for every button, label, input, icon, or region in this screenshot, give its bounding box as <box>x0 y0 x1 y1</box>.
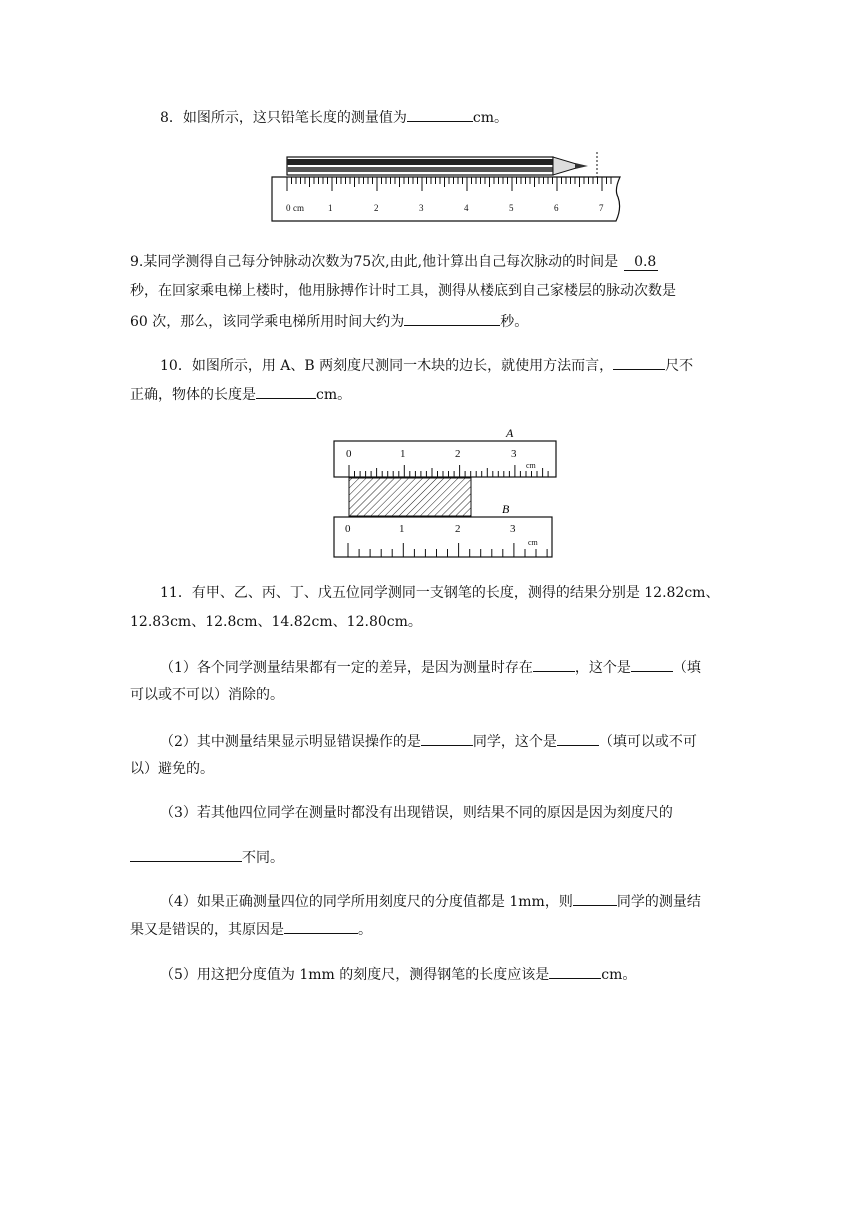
ruler-label-6: 6 <box>554 203 559 213</box>
ruler-b-unit: cm <box>528 538 538 547</box>
q11-p4-text: （4）如果正确测量四位的同学所用刻度尺的分度值都是 1mm，则 <box>160 894 573 910</box>
q10-blank-1[interactable] <box>613 356 665 370</box>
question-11-line-1: 11．有甲、乙、丙、丁、戊五位同学测同一支钢笔的长度，测得的结果分别是 12.82cm、 <box>160 585 720 601</box>
q9-text-3: 60 次，那么，该同学乘电梯所用时间大约为 <box>130 314 405 330</box>
q8-blank[interactable] <box>407 108 473 122</box>
q11-p5-blank[interactable] <box>549 965 601 979</box>
q11-p2-text-b: 同学，这个是 <box>472 734 557 750</box>
q9-answer: 0.8 <box>624 254 658 271</box>
q11-part-1-line-2: 可以或不可以）消除的。 <box>130 687 284 703</box>
q11-p2-text: （2）其中测量结果显示明显错误操作的是 <box>160 734 421 750</box>
q10-blank-2[interactable] <box>256 385 316 399</box>
question-9-line-1 <box>130 254 730 270</box>
q11-part-3-line-2 <box>130 848 730 866</box>
q11-p4-blank-1[interactable] <box>573 892 617 906</box>
q11-p4-text-d: 。 <box>358 922 372 938</box>
ruler-label-3: 3 <box>419 203 424 213</box>
q11-p1-text-c: （填 <box>672 660 701 676</box>
q11-part-5 <box>160 965 760 983</box>
question-11-line-2: 12.83cm、12.8cm、14.82cm、12.80cm。 <box>130 614 422 630</box>
q11-p4-blank-2[interactable] <box>284 920 358 934</box>
q10-text-1b: 尺不 <box>665 358 694 374</box>
q11-part-4-line-1 <box>160 892 760 910</box>
ruler-b-name: B <box>502 502 510 516</box>
q9-unit: 秒。 <box>500 314 529 330</box>
q11-p2-blank-1[interactable] <box>421 732 473 746</box>
q11-part-3-line-1: （3）若其他四位同学在测量时都没有出现错误，则结果不同的原因是因为刻度尺的 <box>160 805 673 821</box>
q11-p1-blank-1[interactable] <box>533 658 575 672</box>
ruler-a <box>334 441 556 477</box>
ruler-label-0: 0 <box>286 203 291 213</box>
ruler-b <box>334 517 552 557</box>
q11-part-2-line-2: 以）避免的。 <box>130 761 214 777</box>
question-10-line-1 <box>160 356 760 374</box>
q11-p2-blank-2[interactable] <box>557 732 599 746</box>
ruler-a-name: A <box>506 426 514 440</box>
q11-p3-text-b: 不同。 <box>242 850 284 866</box>
ruler-b-label-3: 3 <box>510 523 516 535</box>
question-8 <box>160 108 760 126</box>
ruler-a-label-2: 2 <box>455 448 461 460</box>
rulers-ab-figure <box>330 422 560 562</box>
ruler-label-cm: cm <box>293 203 304 213</box>
ruler-a-label-0: 0 <box>346 448 352 460</box>
q11-p1-text: （1）各个同学测量结果都有一定的差异，是因为测量时存在 <box>160 660 533 676</box>
question-9-line-2: 秒，在回家乘电梯上楼时，他用脉搏作计时工具，测得从楼底到自己家楼层的脉动次数是 <box>130 283 676 299</box>
q11-p1-text-b: ，这个是 <box>574 660 631 676</box>
q9-blank[interactable] <box>404 312 500 326</box>
q11-p4-text-c: 果又是错误的，其原因是 <box>130 922 284 938</box>
question-9-line-3 <box>130 312 730 330</box>
q11-part-1-line-1 <box>160 658 760 676</box>
ruler-label-7: 7 <box>599 203 604 213</box>
q10-text-1: 10．如图所示，用 A、B 两刻度尺测同一木块的边长，就使用方法而言， <box>160 358 614 374</box>
q11-p5-unit: cm。 <box>601 967 637 983</box>
q10-unit: cm。 <box>316 387 352 403</box>
q11-part-4-line-2 <box>130 920 730 938</box>
ruler-a-label-1: 1 <box>400 448 406 460</box>
q11-p4-text-b: 同学的测量结 <box>616 894 701 910</box>
ruler-b-label-1: 1 <box>399 523 405 535</box>
ruler-label-1: 1 <box>328 203 333 213</box>
q9-text-1: 9.某同学测得自己每分钟脉动次数为75次,由此,他计算出自己每次脉动的时间是 <box>130 254 619 270</box>
ruler-label-4: 4 <box>464 203 469 213</box>
ruler-label-5: 5 <box>509 203 514 213</box>
wooden-block <box>349 478 471 516</box>
q10-text-2: 正确，物体的长度是 <box>130 387 256 403</box>
pencil <box>287 152 597 178</box>
q8-text: 8．如图所示，这只铅笔长度的测量值为 <box>160 110 407 126</box>
ruler-b-label-0: 0 <box>345 523 351 535</box>
ruler-a-label-3: 3 <box>511 448 517 460</box>
ruler-body <box>272 177 620 221</box>
pencil-ruler-figure <box>270 150 630 225</box>
q11-p2-text-c: （填可以或不可 <box>598 734 697 750</box>
question-10-line-2 <box>130 385 730 403</box>
ruler-b-label-2: 2 <box>455 523 461 535</box>
q11-p3-blank[interactable] <box>130 848 242 862</box>
ruler-label-2: 2 <box>374 203 379 213</box>
ruler-a-unit: cm <box>526 461 536 470</box>
q11-p1-blank-2[interactable] <box>631 658 673 672</box>
q8-unit: cm。 <box>472 110 509 126</box>
q11-part-2-line-1 <box>160 732 760 750</box>
q11-p5-text: （5）用这把分度值为 1mm 的刻度尺，测得钢笔的长度应该是 <box>160 967 550 983</box>
